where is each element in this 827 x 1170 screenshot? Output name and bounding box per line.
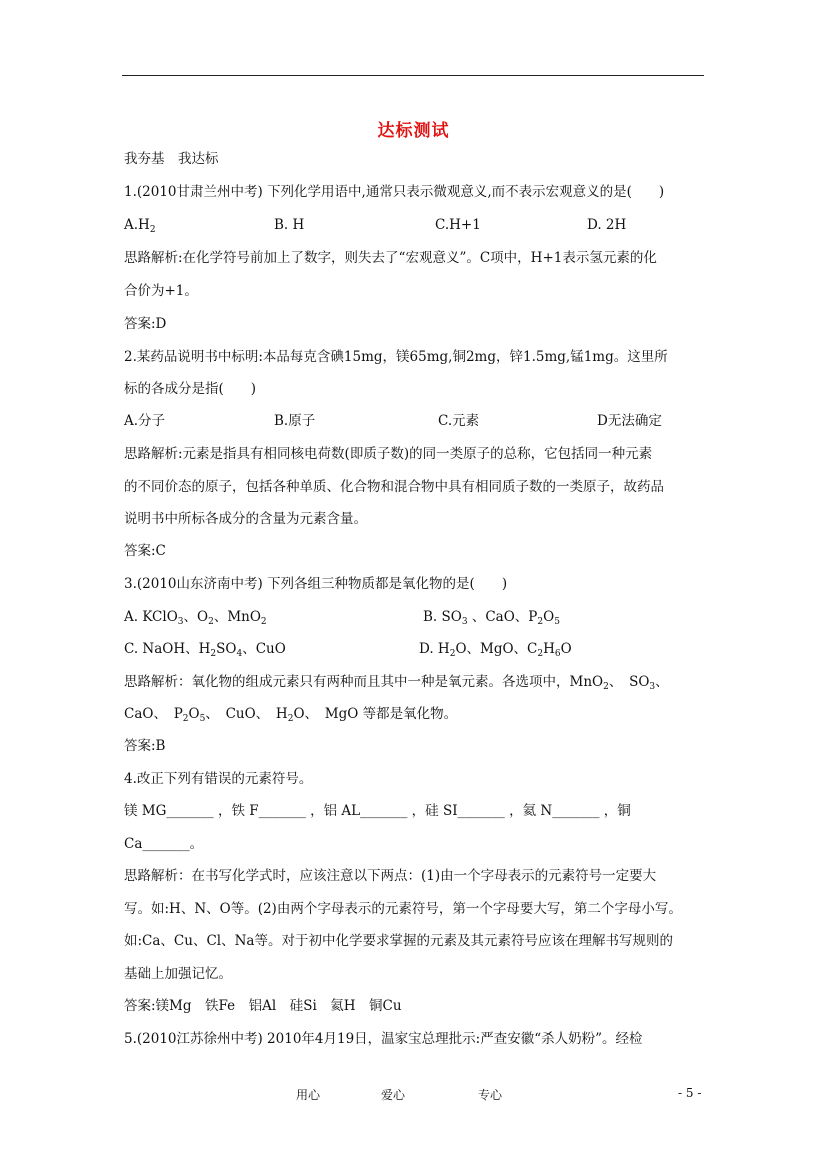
- q4-analysis-line: 思路解析：在书写化学式时，应该注意以下两点：(1)由一个字母表示的元素符号一定要大: [124, 868, 657, 884]
- q4-analysis-line: 基础上加强记忆。: [124, 966, 232, 982]
- q1-option-d: D. 2H: [587, 217, 627, 233]
- q2-analysis-line: 说明书中所标各成分的含量为元素含量。: [124, 511, 367, 527]
- page-title: 达标测试: [377, 121, 450, 141]
- q1-option-a: $A.H_2$: [124, 217, 156, 235]
- q2-analysis-line: 的不同价态的原子，包括各种单质、化合物和混合物中具有相同质子数的一类原子，故药品: [124, 479, 664, 495]
- q3-analysis-line: 思路解析：氧化物的组成元素只有两种而且其中一种是氧元素。各选项中，MnO$_2$、 $SO_3$、: [124, 674, 669, 692]
- footer-text-middle: 爱心: [381, 1088, 406, 1102]
- q4-analysis-line: 写。如:H、N、O等。(2)由两个字母表示的元素符号，第一个字母要大写，第二个字母小写。: [124, 901, 682, 917]
- q3-option-d: D. $H_2O$、MgO、$C_2H_6O$: [419, 641, 572, 659]
- q2-answer: 答案:C: [124, 543, 166, 559]
- q4-blanks-line: 镁 MG_______ ，铁 F_______ ，铝 AL_______ ，硅 SI_______ ，氦 N_______ ，铜: [124, 803, 631, 819]
- q2-option-a: A.分子: [124, 413, 166, 429]
- q1-analysis-line: 思路解析:在化学符号前加上了数字，则失去了“宏观意义”。C项中，H+1表示氢元素的化: [124, 250, 657, 266]
- q1-option-b: B. H: [274, 217, 305, 233]
- q4-answer: 答案:镁Mg 铁Fe 铝Al 硅Si 氦H 铜Cu: [124, 998, 402, 1014]
- q3-stem: 3.(2010山东济南中考) 下列各组三种物质都是氧化物的是( ): [124, 576, 508, 592]
- footer-text-right: 专心: [478, 1088, 503, 1102]
- q3-option-a: A. KClO$_3$、$O_2$、MnO$_2$: [124, 609, 267, 627]
- q1-answer: 答案:D: [124, 316, 167, 332]
- header-rule: [122, 75, 704, 76]
- q3-option-b: B. $SO_3$ 、CaO、$P_2O_5$: [423, 609, 560, 627]
- q3-answer: 答案:B: [124, 738, 166, 754]
- q1-analysis-line: 合价为+1。: [124, 283, 198, 299]
- q4-blanks-line: Ca_______。: [124, 836, 204, 852]
- q1-option-c: C.H+1: [435, 217, 481, 233]
- q1-stem: 1.(2010甘肃兰州中考) 下列化学用语中,通常只表示微观意义,而不表示宏观意义的是( ): [124, 184, 665, 200]
- q3-option-c: C. NaOH、$H_2SO_4$、CuO: [124, 641, 286, 659]
- q2-option-d: D无法确定: [597, 413, 662, 429]
- q5-stem-line: 5.(2010江苏徐州中考) 2010年4月19日，温家宝总理批示:严查安徽“杀人奶粉”。经检: [124, 1031, 643, 1047]
- q2-option-b: B.原子: [274, 413, 316, 429]
- footer-text-left: 用心: [296, 1088, 321, 1102]
- section-heading: 我夯基 我达标: [124, 151, 219, 167]
- q4-stem: 4.改正下列有错误的元素符号。: [124, 771, 313, 787]
- q4-analysis-line: 如:Ca、Cu、Cl、Na等。对于初中化学要求掌握的元素及其元素符号应该在理解书写规则的: [124, 933, 673, 949]
- q3-analysis-line: CaO、 $P_2O_5$、 CuO、 $H_2O$、 MgO 等都是氧化物。: [124, 706, 458, 724]
- page-number: - 5 -: [678, 1086, 702, 1100]
- q2-option-c: C.元素: [438, 413, 480, 429]
- q2-stem-line: 2.某药品说明书中标明:本品每克含碘15mg，镁65mg,铜2mg，锌1.5mg,锰1mg。这里所: [124, 349, 668, 365]
- q2-analysis-line: 思路解析:元素是指具有相同核电荷数(即质子数)的同一类原子的总称，它包括同一种元素: [124, 446, 653, 462]
- q2-stem-line: 标的各成分是指( ): [124, 381, 257, 397]
